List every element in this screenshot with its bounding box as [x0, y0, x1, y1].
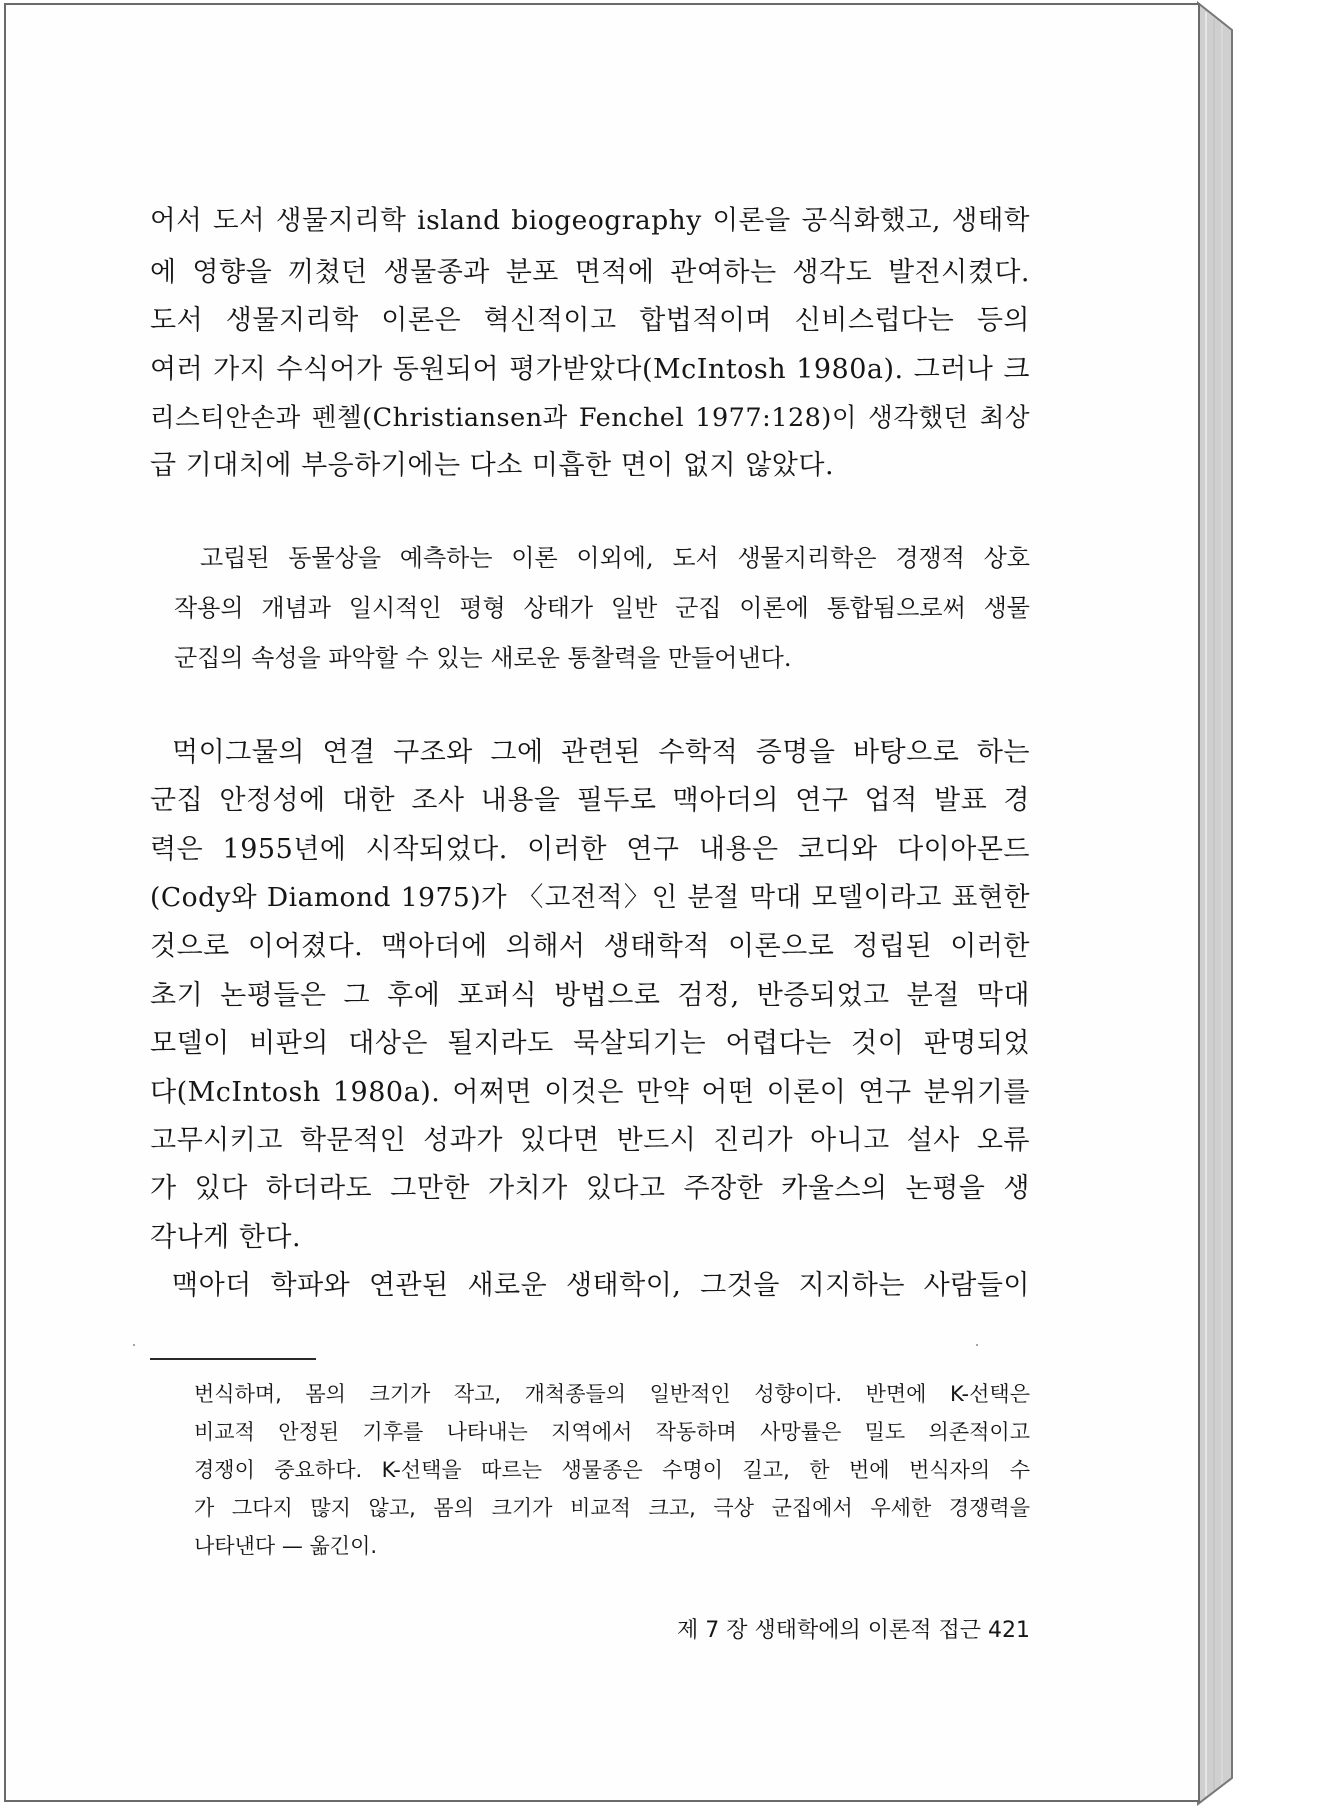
body-line: 가 있다 하더라도 그만한 가치가 있다고 주장한 카울스의 논평을 생 [150, 1173, 1030, 1204]
body-line: 여러 가지 수식어가 동원되어 평가받았다(McIntosh 1980a). 그러나 크 [150, 354, 1030, 385]
running-footer: 제 7 장 생태학에의 이론적 접근 421 [677, 1618, 1030, 1643]
body-line: 것으로 이어졌다. 맥아더에 의해서 생태학적 이론으로 정립된 이러한 [150, 931, 1030, 962]
body-line: 고무시키고 학문적인 성과가 있다면 반드시 진리가 아니고 설사 오류 [150, 1125, 1030, 1156]
body-line: 맥아더 학파와 연관된 새로운 생태학이, 그것을 지지하는 사람들이 [172, 1270, 1030, 1301]
footnote-line: 비교적 안정된 기후를 나타내는 지역에서 작동하며 사망률은 밀도 의존적이고 [194, 1420, 1030, 1444]
footnote-line: 번식하며, 몸의 크기가 작고, 개척종들의 일반적인 성향이다. 반면에 K-선택은 [194, 1382, 1030, 1406]
body-line: 초기 논평들은 그 후에 포퍼식 방법으로 검정, 반증되었고 분절 막대 [150, 980, 1030, 1011]
body-line: (Cody와 Diamond 1975)가 〈고전적〉인 분절 막대 모델이라고 표현한 [150, 882, 1030, 913]
body-line: 급 기대치에 부응하기에는 다소 미흡한 면이 없지 않았다. [150, 450, 835, 481]
block-quote-line: 작용의 개념과 일시적인 평형 상태가 일반 군집 이론에 통합됨으로써 생물 [174, 594, 1030, 622]
scan-speck [976, 1344, 978, 1346]
body-line: 군집 안정성에 대한 조사 내용을 필두로 맥아더의 연구 업적 발표 경 [150, 785, 1030, 816]
block-quote-line: 고립된 동물상을 예측하는 이론 이외에, 도서 생물지리학은 경쟁적 상호 [200, 544, 1030, 572]
body-line: 도서 생물지리학 이론은 혁신적이고 합법적이며 신비스럽다는 등의 [150, 305, 1030, 336]
body-line: 먹이그물의 연결 구조와 그에 관련된 수학적 증명을 바탕으로 하는 [172, 737, 1030, 768]
body-line: 어서 도서 생물지리학 island biogeography 이론을 공식화했고, 생태학 [150, 205, 1030, 236]
block-quote-line: 군집의 속성을 파악할 수 있는 새로운 통찰력을 만들어낸다. [174, 644, 792, 672]
footnote-line: 가 그다지 많지 않고, 몸의 크기가 비교적 크고, 극상 군집에서 우세한 경쟁력을 [194, 1496, 1030, 1520]
body-line: 에 영향을 끼쳤던 생물종과 분포 면적에 관여하는 생각도 발전시켰다. [150, 257, 1030, 288]
body-line: 리스티안손과 펜첼(Christiansen과 Fenchel 1977:128)이 생각했던 최상 [150, 403, 1030, 433]
scan-speck [133, 1344, 135, 1346]
footnote-line: 나타낸다 — 옮긴이. [194, 1534, 378, 1558]
footnote-rule [150, 1358, 316, 1360]
footnote-line: 경쟁이 중요하다. K-선택을 따르는 생물종은 수명이 길고, 한 번에 번식자의 수 [194, 1458, 1030, 1482]
body-line: 각나게 한다. [150, 1222, 302, 1253]
body-line: 다(McIntosh 1980a). 어쩌면 이것은 만약 어떤 이론이 연구 분위기를 [150, 1077, 1030, 1108]
body-line: 모델이 비판의 대상은 될지라도 묵살되기는 어렵다는 것이 판명되었 [150, 1028, 1030, 1059]
body-line: 력은 1955년에 시작되었다. 이러한 연구 내용은 코디와 다이아몬드 [150, 834, 1030, 865]
